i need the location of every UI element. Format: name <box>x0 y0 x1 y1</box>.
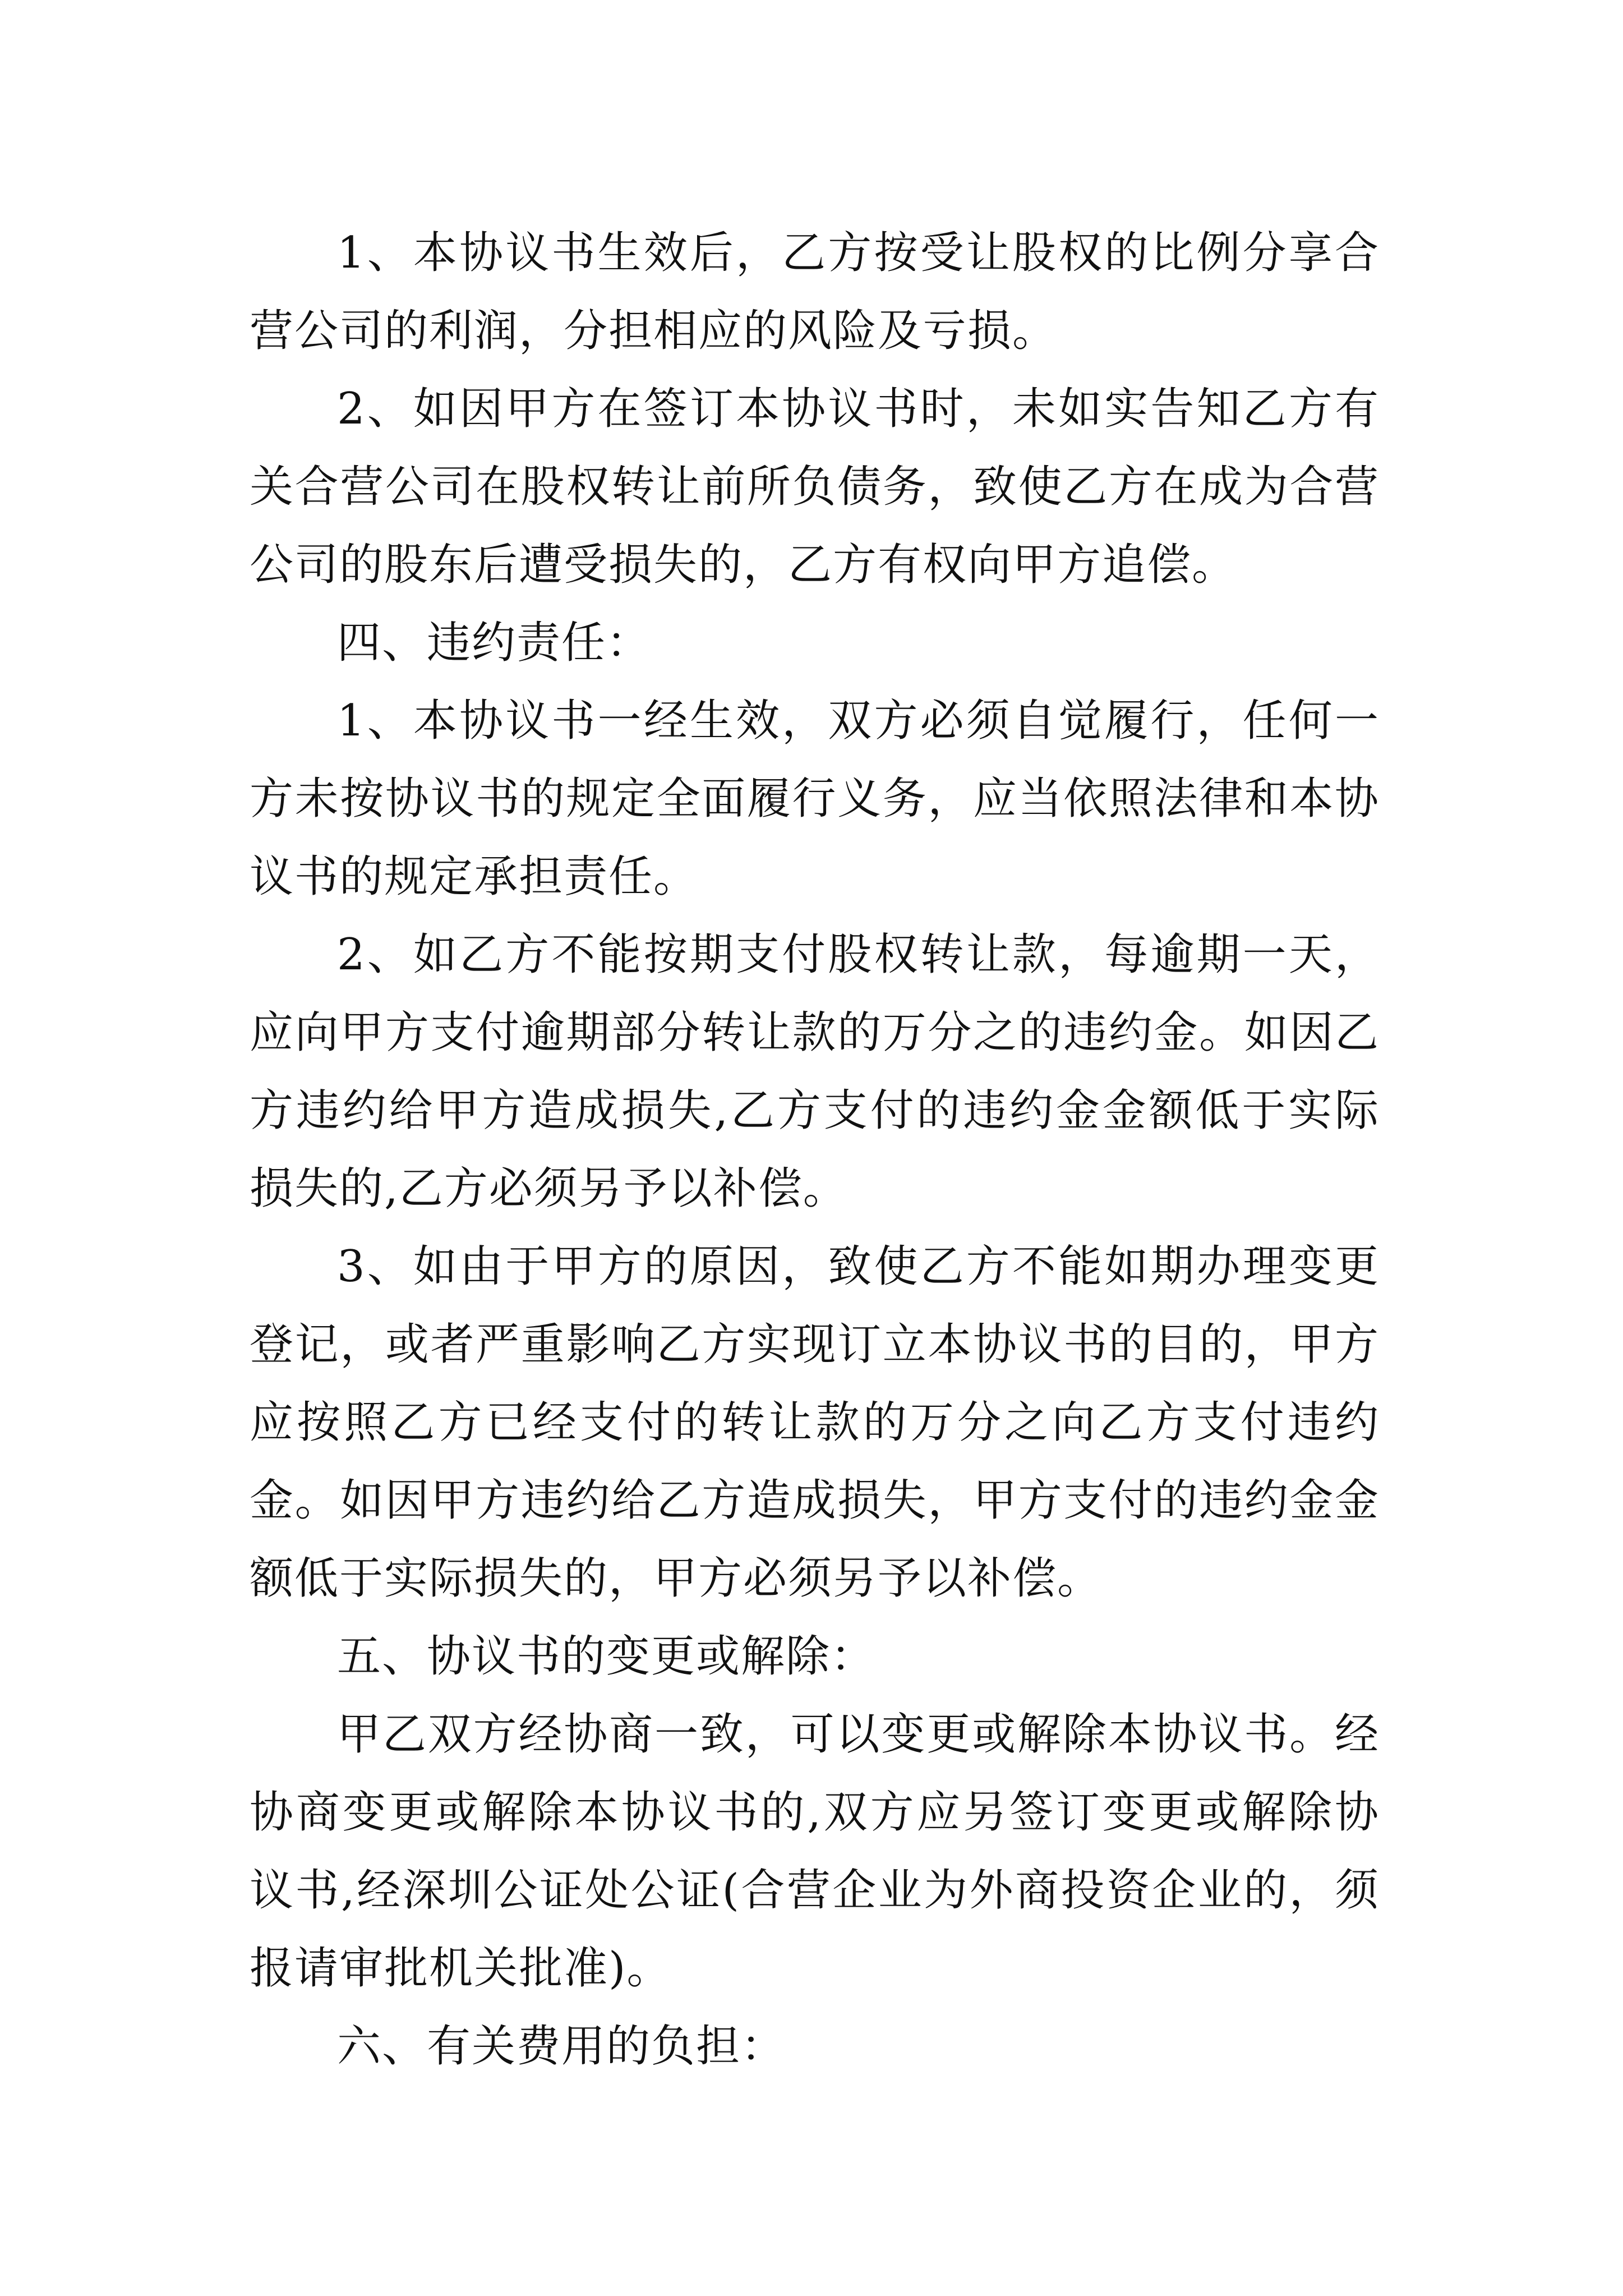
paragraph-clause-4-1: 1、本协议书一经生效，双方必须自觉履行，任何一方未按协议书的规定全面履行义务，应当依照法律和本协议书的规定承担责任。 <box>250 696 1380 902</box>
heading-section-4: 四、违约责任： <box>337 618 652 668</box>
paragraph-clause-3-2: 2、如因甲方在签订本协议书时，未如实告知乙方有关合营公司在股权转让前所负债务，致使乙方在成为合营公司的股东后遭受损失的，乙方有权向甲方追偿。 <box>250 384 1380 590</box>
paragraph-clause-4-2: 2、如乙方不能按期支付股权转让款，每逾期一天，应向甲方支付逾期部分转让款的万分之的违约金。如因乙方违约给甲方造成损失,乙方支付的违约金金额低于实际损失的,乙方必须另予以补偿。 <box>250 930 1380 1214</box>
paragraph-clause-3-1: 1、本协议书生效后，乙方按受让股权的比例分享合营公司的利润，分担相应的风险及亏损。 <box>250 228 1380 356</box>
paragraph-clause-4-3: 3、如由于甲方的原因，致使乙方不能如期办理变更登记，或者严重影响乙方实现订立本协议书的目的，甲方应按照乙方已经支付的转让款的万分之向乙方支付违约金。如因甲方违约给乙方造成损失，甲方支付的违约金金额低于实际损失的，甲方必须另予以补偿。 <box>250 1241 1380 1604</box>
document-body <box>250 214 1380 2086</box>
heading-section-6: 六、有关费用的负担： <box>337 2021 786 2072</box>
heading-section-5: 五、协议书的变更或解除： <box>337 1631 876 1682</box>
paragraph-section-5: 甲乙双方经协商一致，可以变更或解除本协议书。经协商变更或解除本协议书的,双方应另签订变更或解除协议书,经深圳公证处公证(合营企业为外商投资企业的，须报请审批机关批准)。 <box>250 1709 1380 1994</box>
